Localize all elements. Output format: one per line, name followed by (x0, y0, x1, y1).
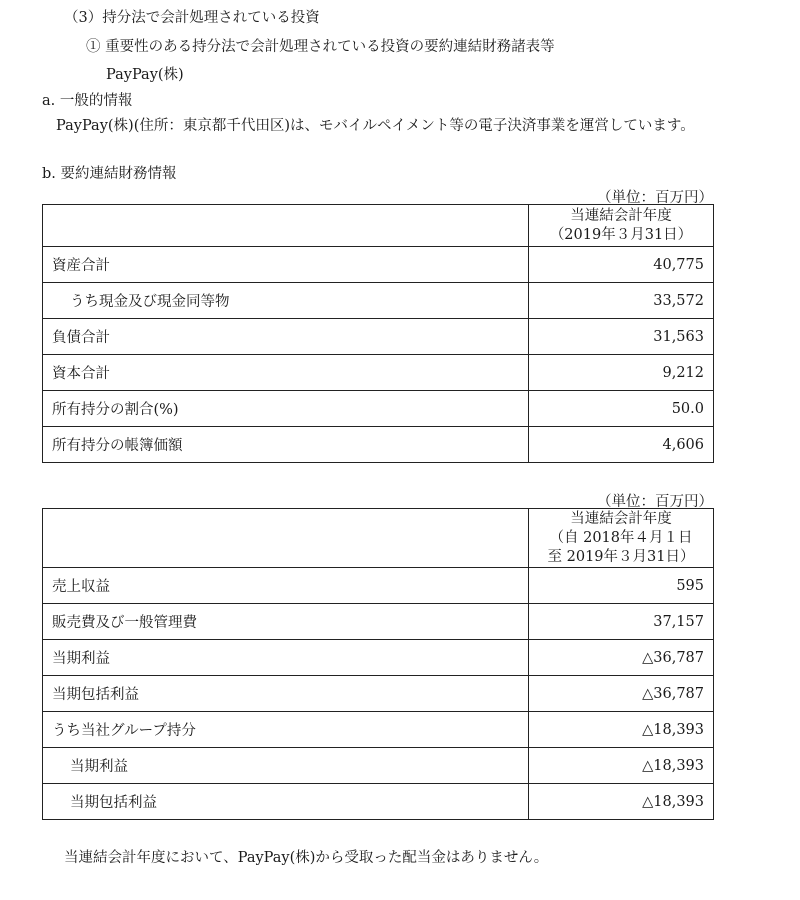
header-period-cell (529, 509, 714, 568)
header-line-1: 当連結会計年度 (570, 510, 672, 527)
header-line-2: （自 2018年４月１日 (549, 529, 693, 546)
company-name: PayPay(株) (106, 67, 184, 83)
row-value: △18,393 (529, 748, 714, 784)
table-row (43, 283, 714, 319)
table-row (43, 247, 714, 283)
table-header-row (43, 509, 714, 568)
table-row (43, 355, 714, 391)
table-row (43, 712, 714, 748)
row-value: △18,393 (529, 712, 714, 748)
row-label: うち当社グループ持分 (43, 712, 529, 748)
row-value: 595 (529, 568, 714, 604)
row-label: 資産合計 (43, 247, 529, 283)
row-label: 所有持分の割合(%) (43, 391, 529, 427)
income-unit-label: （単位：百万円） (597, 494, 713, 510)
row-value: 37,157 (529, 604, 714, 640)
row-value: 40,775 (529, 247, 714, 283)
row-label: 当期利益 (43, 640, 529, 676)
row-value: △36,787 (529, 640, 714, 676)
table-row (43, 568, 714, 604)
row-label: 当期包括利益 (43, 676, 529, 712)
table-row (43, 604, 714, 640)
row-label: 販売費及び一般管理費 (43, 604, 529, 640)
balance-unit-label: （単位：百万円） (597, 190, 713, 206)
row-value: 33,572 (529, 283, 714, 319)
subsection-heading: ① 重要性のある持分法で会計処理されている投資の要約連結財務諸表等 (86, 39, 555, 55)
table-header-row (43, 205, 714, 247)
table-row (43, 676, 714, 712)
general-info-body: PayPay(株)(住所：東京都千代田区)は、モバイルペイメント等の電子決済事業を運営しています。 (56, 118, 695, 134)
row-value: 31,563 (529, 319, 714, 355)
header-blank-cell (43, 205, 529, 247)
balance-table (42, 204, 714, 463)
table-row (43, 427, 714, 463)
income-table (42, 508, 714, 820)
header-line-3: 至 2019年３月31日） (547, 548, 695, 565)
header-blank-cell (43, 509, 529, 568)
table-row (43, 391, 714, 427)
table-row (43, 748, 714, 784)
row-value: 9,212 (529, 355, 714, 391)
general-info-title: a. 一般的情報 (42, 93, 133, 109)
table-row (43, 784, 714, 820)
header-line-2: （2019年３月31日） (549, 226, 693, 243)
header-period-cell (529, 205, 714, 247)
section-heading: （3）持分法で会計処理されている投資 (64, 10, 320, 26)
row-value: 50.0 (529, 391, 714, 427)
row-label: 所有持分の帳簿価額 (43, 427, 529, 463)
row-value: △36,787 (529, 676, 714, 712)
row-label: 売上収益 (43, 568, 529, 604)
header-line-1: 当連結会計年度 (570, 207, 672, 224)
dividend-footnote: 当連結会計年度において、PayPay(株)から受取った配当金はありません。 (64, 850, 549, 866)
table-row (43, 640, 714, 676)
row-value: △18,393 (529, 784, 714, 820)
table-row (43, 319, 714, 355)
financial-info-title: b. 要約連結財務情報 (42, 166, 177, 182)
row-label: 資本合計 (43, 355, 529, 391)
row-label: 当期利益 (43, 748, 529, 784)
row-label: うち現金及び現金同等物 (43, 283, 529, 319)
row-label: 当期包括利益 (43, 784, 529, 820)
row-label: 負債合計 (43, 319, 529, 355)
row-value: 4,606 (529, 427, 714, 463)
